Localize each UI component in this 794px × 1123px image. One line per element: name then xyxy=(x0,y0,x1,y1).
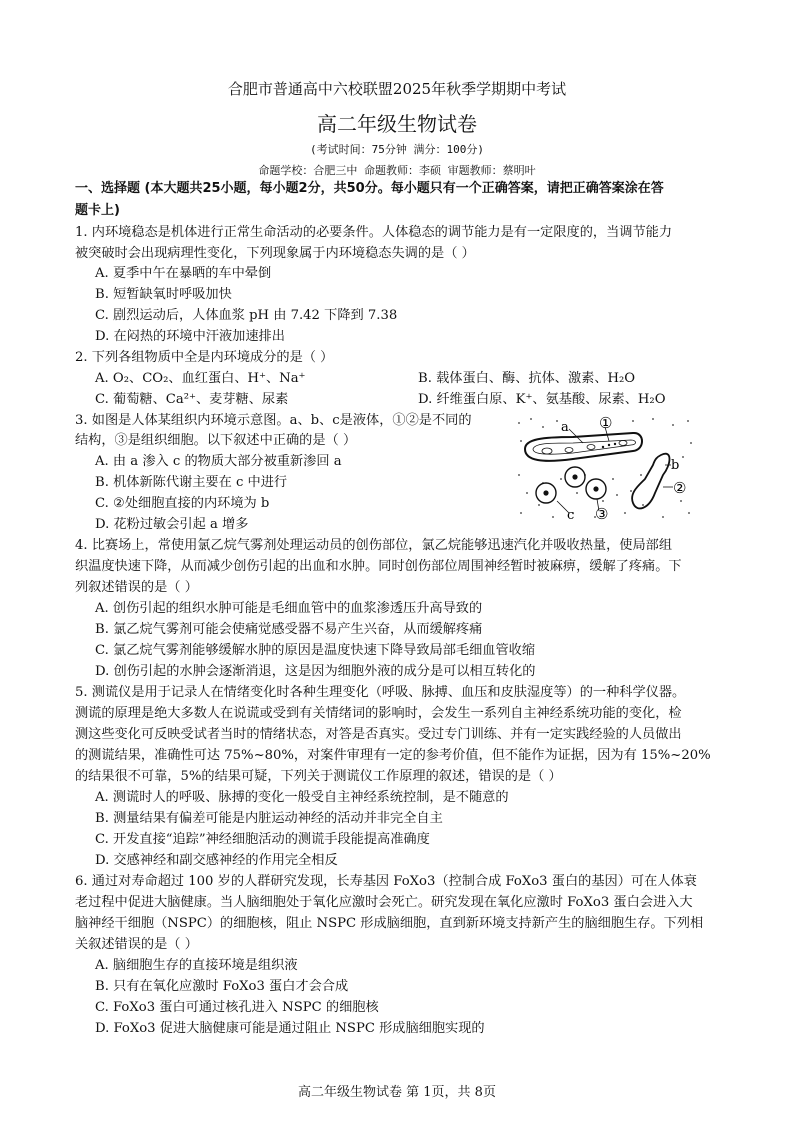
q6-stem-cont2: 脑神经干细胞（NSPC）的细胞核，阻止 NSPC 形成脑细胞，直到新环境支持新产生的脑细胞生存。下列相 xyxy=(75,916,704,931)
label-c: c xyxy=(567,508,575,523)
q4-option-b: B. 氯乙烷气雾剂可能会使痛觉感受器不易产生兴奋，从而缓解疼痛 xyxy=(95,622,483,637)
section-title-cont: 题卡上) xyxy=(75,203,120,218)
q4-option-d: D. 创伤引起的水肿会逐渐消退，这是因为细胞外液的成分是可以相互转化的 xyxy=(95,664,536,679)
leader-lines xyxy=(557,427,673,513)
q4-stem-cont2: 列叙述错误的是（ ） xyxy=(75,580,198,595)
q3-option-c: C. ②处细胞直接的内环境为 b xyxy=(95,496,270,511)
q6-stem-cont3: 关叙述错误的是（ ） xyxy=(75,937,198,952)
q6-option-a: A. 脑细胞生存的直接环境是组织液 xyxy=(95,958,298,973)
q6-option-d: D. FoXo3 促进大脑健康可能是通过阻止 NSPC 形成脑细胞实现的 xyxy=(95,1021,485,1036)
q3-option-d: D. 花粉过敏会引起 a 增多 xyxy=(95,517,249,532)
exam-info: (考试时间：75分钟 满分：100分) xyxy=(310,143,484,156)
q5-stem-cont4: 的结果很不可靠，5%的结果可疑，下列关于测谎仪工作原理的叙述，错误的是（ ） xyxy=(75,769,562,784)
paper-title: 高二年级生物试卷 xyxy=(317,112,477,136)
q6-stem: 6. 通过对寿命超过 100 岁的人群研究发现，长寿基因 FoXo3（控制合成 FoXo3 蛋白的基因）可在人体衰 xyxy=(75,874,697,889)
q5-stem: 5. 测谎仪是用于记录人在情绪变化时各种生理变化（呼吸、脉搏、血压和皮肤湿度等）的一种科学仪器。 xyxy=(75,685,686,700)
tissue-cells xyxy=(536,467,606,503)
q5-stem-cont: 测谎的原理是绝大多数人在说谎或受到有关情绪词的影响时，会发生一系列自主神经系统功能的变化，检 xyxy=(75,706,682,721)
q1-option-b: B. 短暂缺氧时呼吸加快 xyxy=(95,287,232,302)
capillary-vessel xyxy=(525,433,642,461)
q5-option-d: D. 交感神经和副交感神经的作用完全相反 xyxy=(95,853,338,868)
q6-option-b: B. 只有在氧化应激时 FoXo3 蛋白才会合成 xyxy=(95,979,349,994)
q3-option-a: A. 由 a 渗入 c 的物质大部分被重新渗回 a xyxy=(95,454,342,469)
label-2: ② xyxy=(673,479,687,497)
page-footer: 高二年级生物试卷 第 1页，共 8页 xyxy=(298,1085,496,1100)
q1-option-a: A. 夏季中午在暴晒的车中晕倒 xyxy=(95,266,272,281)
tissue-diagram xyxy=(513,413,698,525)
label-b: b xyxy=(671,458,680,473)
q4-stem: 4. 比赛场上，常使用氯乙烷气雾剂处理运动员的创伤部位，氯乙烷能够迅速汽化并吸收热量，使局部组 xyxy=(75,538,673,553)
q4-option-c: C. 氯乙烷气雾剂能够缓解水肿的原因是温度快速下降导致局部毛细血管收缩 xyxy=(95,643,536,658)
label-a: a xyxy=(561,420,569,435)
label-1: ① xyxy=(599,414,613,432)
q1-option-d: D. 在闷热的环境中汗液加速排出 xyxy=(95,329,285,344)
q6-stem-cont: 老过程中促进大脑健康。当人脑细胞处于氧化应激时会死亡。研究发现在氧化应激时 FoXo3 蛋白会进入大 xyxy=(75,895,693,910)
q1-stem: 1. 内环境稳态是机体进行正常生命活动的必要条件。人体稳态的调节能力是有一定限度的，当调节能力 xyxy=(75,225,673,240)
q1-option-c: C. 剧烈运动后，人体血浆 pH 由 7.42 下降到 7.38 xyxy=(95,308,398,323)
q3-stem-cont: 结构，③是组织细胞。以下叙述中正确的是（ ） xyxy=(75,433,357,448)
lymph-vessel xyxy=(632,454,669,509)
q5-option-b: B. 测量结果有偏差可能是内脏运动神经的活动并非完全自主 xyxy=(95,811,443,826)
q5-stem-cont2: 测这些变化可反映受试者当时的情绪状态，对答是否真实。受过专门训练、并有一定实践经验的人员做出 xyxy=(75,727,682,742)
q2-option-b: B. 载体蛋白、酶、抗体、激素、H₂O xyxy=(418,371,636,386)
q3-option-b: B. 机体新陈代谢主要在 c 中进行 xyxy=(95,475,288,490)
q2-option-c: C. 葡萄糖、Ca²⁺、麦芽糖、尿素 xyxy=(95,392,289,407)
exam-name: 合肥市普通高中六校联盟2025年秋季学期期中考试 xyxy=(227,80,567,98)
q1-stem-cont: 被突破时会出现病理性变化，下列现象属于内环境稳态失调的是（ ） xyxy=(75,246,475,261)
q4-option-a: A. 创伤引起的组织水肿可能是毛细血管中的血浆渗透压升高导致的 xyxy=(95,601,483,616)
q5-option-a: A. 测谎时人的呼吸、脉搏的变化一般受自主神经系统控制，是不随意的 xyxy=(95,790,509,805)
q5-stem-cont3: 的测谎结果，准确性可达 75%~80%，对案件审理有一定的参考价值，但不能作为证据，因为有 15%~20% xyxy=(75,748,711,763)
q2-option-d: D. 纤维蛋白原、K⁺、氨基酸、尿素、H₂O xyxy=(418,392,666,407)
q2-option-a: A. O₂、CO₂、血红蛋白、H⁺、Na⁺ xyxy=(95,371,306,386)
section-title: 一、选择题 (本大题共25小题，每小题2分，共50分。每小题只有一个正确答案，请把正确答案涂在答 xyxy=(75,181,664,196)
q5-option-c: C. 开发直接“追踪”神经细胞活动的测谎手段能提高准确度 xyxy=(95,832,430,847)
label-3: ③ xyxy=(595,505,609,523)
q4-stem-cont: 织温度快速下降，从而减少创伤引起的出血和水肿。同时创伤部位周围神经暂时被麻痹，缓解了疼痛。下 xyxy=(75,559,682,574)
q6-option-c: C. FoXo3 蛋白可通过核孔进入 NSPC 的细胞核 xyxy=(95,1000,379,1015)
q2-stem: 2. 下列各组物质中全是内环境成分的是（ ） xyxy=(75,350,334,365)
authors-line: 命题学校：合肥三中 命题教师：李硕 审题教师：蔡明叶 xyxy=(258,164,536,177)
q3-stem: 3. 如图是人体某组织内环境示意图。a、b、c是液体，①②是不同的 xyxy=(75,413,472,428)
